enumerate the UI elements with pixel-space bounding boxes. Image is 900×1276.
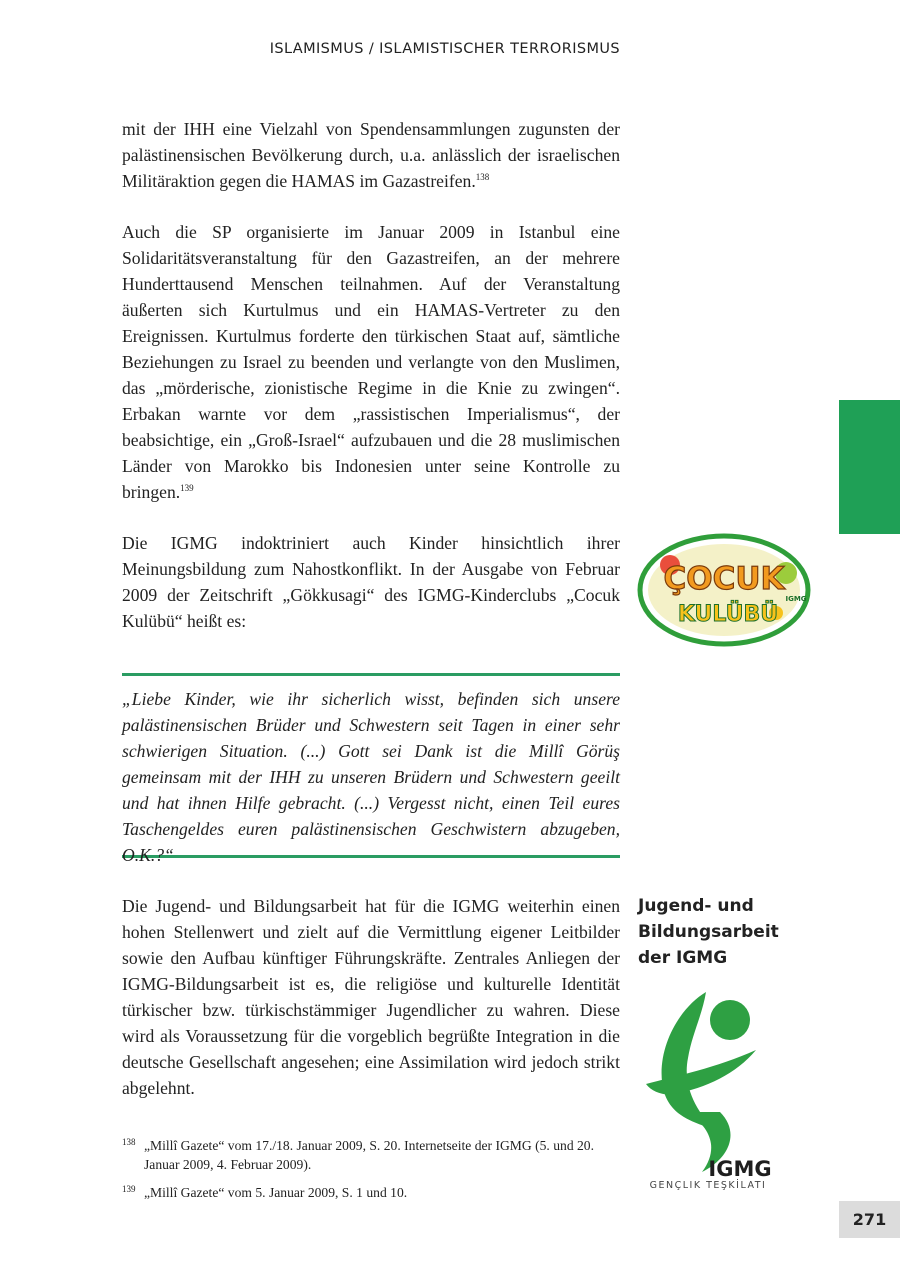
running-header: ISLAMISMUS / ISLAMISTISCHER TERRORISMUS (269, 41, 620, 57)
cocuk-text: ÇOCUK (663, 561, 785, 597)
footnote-text: „Millî Gazete“ vom 5. Januar 2009, S. 1 und 10. (144, 1185, 408, 1200)
body-paragraph-2 (122, 219, 620, 505)
igmg-figure-icon (636, 980, 796, 1180)
body-paragraph-3 (122, 530, 620, 634)
footnote-ref-138[interactable]: 138 (475, 172, 490, 182)
footnotes (122, 1136, 620, 1211)
footnote-number: 138 (122, 1137, 136, 1147)
body-paragraph-1 (122, 116, 620, 194)
igmg-youth-logo (636, 980, 796, 1200)
footnote-number: 139 (122, 1184, 136, 1194)
igmg-logo-caption: GENÇLIK TEŞKİLATI (649, 1180, 767, 1191)
cocuk-kulubu-logo-graphic (636, 531, 816, 649)
cocuk-kulubu-logo (636, 531, 816, 649)
body-paragraph-4 (122, 893, 620, 1101)
footnote-ref-139[interactable]: 139 (180, 483, 194, 493)
paragraph-3-text: Die IGMG indoktriniert auch Kinder hinsichtlich ihrer Meinungsbildung zum Nahostkonflikt. In der Ausgabe von Februar 2009 der Zeitschrift „Gökkusagi“ des IGMG-Kinderclubs „Cocuk Kulübü“ heißt es: (122, 533, 620, 631)
page-number: 271 (839, 1201, 900, 1238)
paragraph-1-text: mit der IHH eine Vielzahl von Spendensammlungen zugunsten der palästinensischen Bevölkerung durch, u.a. anlässlich der israelischen Militäraktion gegen die HAMAS im Gazastreifen. (122, 119, 620, 191)
kulubu-text: KULÜBÜ (677, 602, 779, 627)
chapter-tab (839, 400, 900, 534)
paragraph-4-text: Die Jugend- und Bildungsarbeit hat für die IGMG weiterhin einen hohen Stellenwert und zielt auf die Vermittlung eigener Leitbilder sowie den Aufbau künftiger Führungskräfte. Zentrales Anliegen der IGMG-Bildungsarbeit ist es, die religiöse und kulturelle Identität türkischer bzw. türkischstämmiger Jugendlicher zu wahren. Diese wird als Voraussetzung für die vorgeblich begrüßte Integration in die deutsche Gesellschaft angesehen; eine Assimilation wird jedoch strikt abgelehnt. (122, 896, 620, 1098)
footnote-139 (122, 1183, 620, 1202)
footnote-text: „Millî Gazete“ vom 17./18. Januar 2009, S. 20. Internetseite der IGMG (5. und 20. Januar 2009, 4. Februar 2009). (144, 1138, 595, 1172)
cocuk-badge-text: IGMG (785, 595, 807, 603)
paragraph-2-text: Auch die SP organisierte im Januar 2009 in Istanbul eine Solidaritätsveranstaltung für den Gazastreifen, an der mehrere Hunderttausend Menschen teilnahmen. Auf der Veranstaltung äußerten sich Kurtulmus und ein HAMAS-Vertreter zu den Ereignissen. Kurtulmus forderte den türkischen Staat auf, sämtliche Beziehungen zu Israel zu beenden und verlangte von den Muslimen, das „mörderische, zionistische Regime in die Knie zu zwingen“. Erbakan warnte vor dem „rassistischen Imperialismus“, der beabsichtige, ein „Groß-Israel“ aufzubauen und die 28 muslimischen Länder von Marokko bis Indonesien unter seine Kontrolle zu bringen. (122, 222, 620, 502)
margin-heading: Jugend- und Bildungsarbeit der IGMG (638, 896, 779, 968)
quote-box (122, 673, 620, 865)
quote-text: „Liebe Kinder, wie ihr sicherlich wisst, befinden sich unsere palästinensischen Brüder und Schwestern seit Tagen in einer sehr schwierigen Situation. (...) Gott sei Dank ist die Millî Görüş gemeinsam mit der IHH zu unseren Brüdern und Schwestern geeilt und hat ihnen Hilfe gebracht. (...) Vergesst nicht, einen Teil eures Taschengeldes euren palästinensischen Geschwistern abzugeben, O.K.?“ (122, 689, 620, 865)
footnote-138 (122, 1136, 620, 1174)
igmg-wordmark: IGMG (708, 1157, 772, 1180)
